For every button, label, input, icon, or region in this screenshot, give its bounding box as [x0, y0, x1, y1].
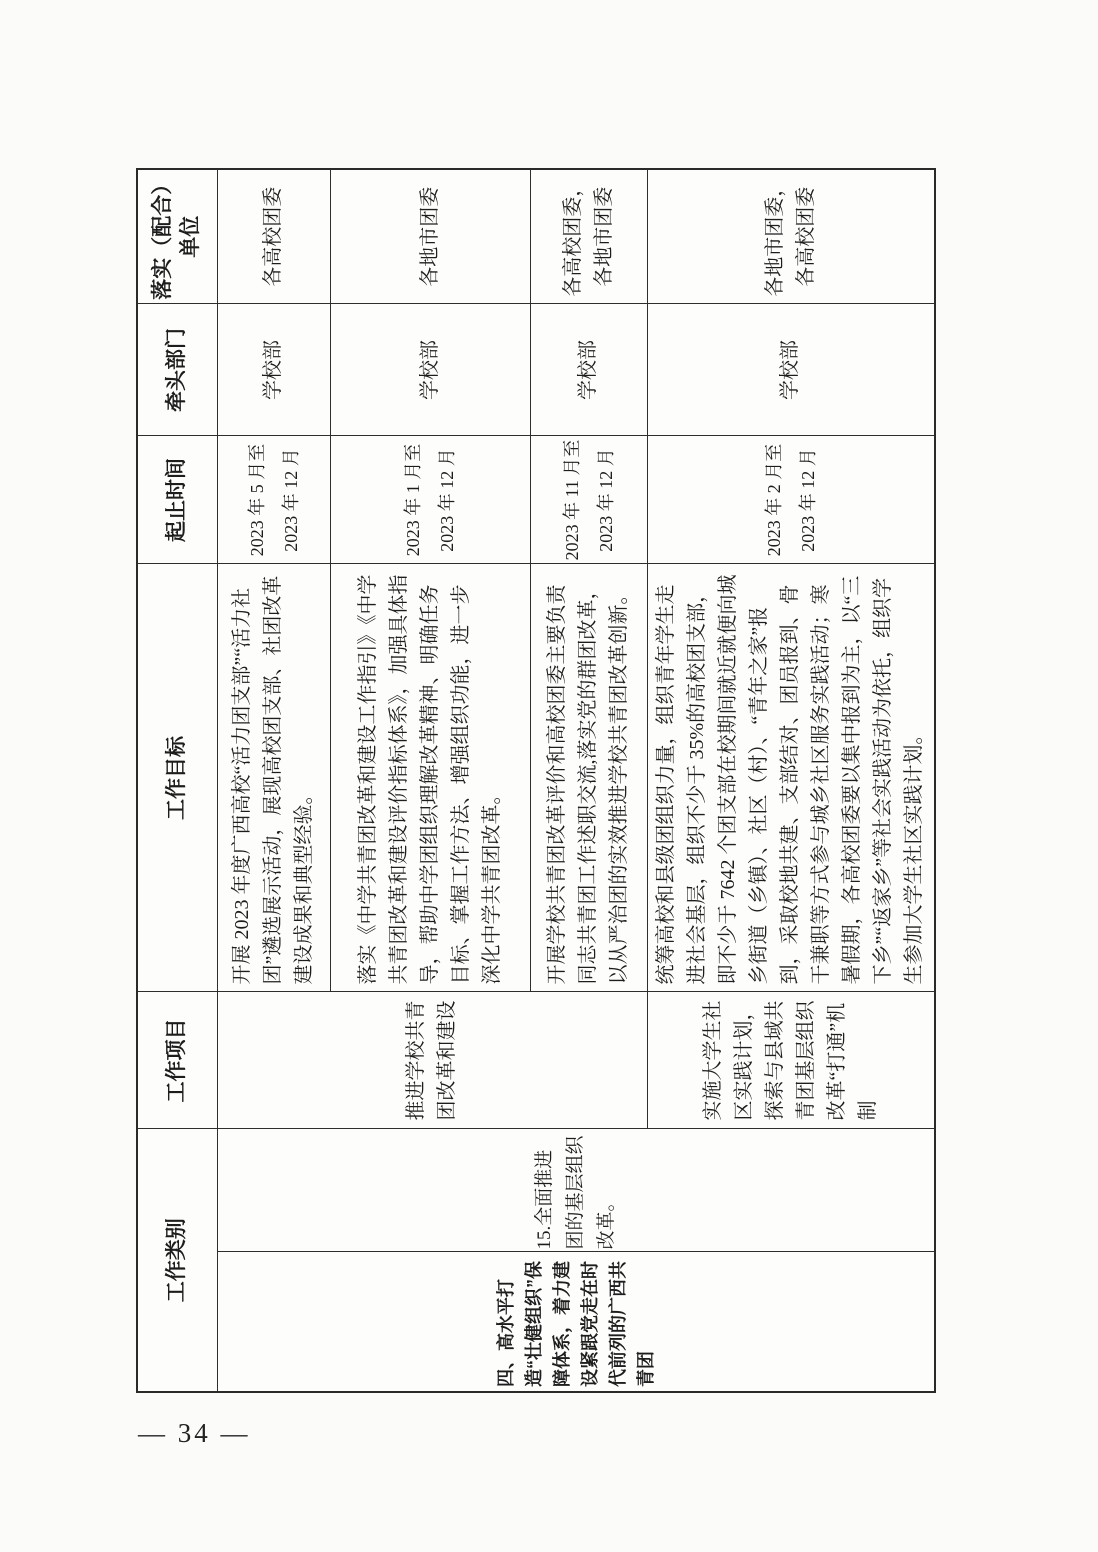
cell-row4-goal: 统筹高校和县级团组织力量，组织青年学生走进社会基层，组织不少于 35%的高校团支部，即不少于 7642 个团支部在校期间就近就便向城乡街道（乡镇）、社区（村）、“青年之家”报到，采取校地共建、支部结对、团员报到、骨干兼职等方式参与城乡社区服务实践活动；寒暑假期，各高校团委要以集中报到为主，以“三下乡”“返家乡”等社会实践活动为依托，组织学生参加大学生社区实践计划。	[647, 564, 935, 992]
header-work-project: 工作项目	[137, 992, 217, 1129]
cell-row4-project: 实施大学生社区实践计划，探索与县域共青团基层组织改革“打通”机制	[647, 992, 935, 1129]
cell-row3-goal: 开展学校共青团改革评价和高校团委主要负责同志共青团工作述职交流,落实党的群团改革，以从严治团的实效推进学校共青团改革创新。	[530, 564, 647, 992]
cell-section-category: 四、高水平打造“壮健组织”保障体系，着力建设紧跟党走在时代前列的广西共青团	[217, 1252, 935, 1392]
page-number: — 34 —	[138, 1418, 251, 1448]
header-work-goal: 工作目标	[137, 564, 217, 992]
header-time-range: 起止时间	[137, 436, 217, 564]
cell-row3-lead: 学校部	[530, 304, 647, 436]
work-plan-table	[136, 168, 936, 1393]
table-row	[217, 169, 330, 1392]
cell-row1-goal: 开展 2023 年度广西高校“活力团支部”“活力社团”遴选展示活动，展现高校团支部、社团改革建设成果和典型经验。	[217, 564, 330, 992]
cell-item-15: 15.全面推进团的基层组织改革。	[217, 1129, 935, 1252]
cell-row1-time: 2023 年 5 月至 2023 年 12 月	[217, 436, 330, 564]
header-lead-department: 牵头部门	[137, 304, 217, 436]
cell-row3-support: 各高校团委，各地市团委	[530, 169, 647, 304]
rotated-table-wrapper	[136, 170, 934, 1393]
header-work-category: 工作类别	[137, 1129, 217, 1392]
cell-row1-lead: 学校部	[217, 304, 330, 436]
cell-row4-lead: 学校部	[647, 304, 935, 436]
cell-row2-goal: 落实《中学共青团改革和建设工作指引》《中学共青团改革和建设评价指标体系》，加强具体指导，帮助中学团组织理解改革精神、明确任务目标、掌握工作方法、增强组织功能，进一步深化中学共青团改革。	[330, 564, 530, 992]
cell-row3-time: 2023 年 11 月至 2023 年 12 月	[530, 436, 647, 564]
header-row	[137, 169, 217, 1392]
cell-row2-support: 各地市团委	[330, 169, 530, 304]
cell-row1-support: 各高校团委	[217, 169, 330, 304]
header-support-unit: 落实（配合）单位	[137, 169, 217, 304]
cell-row4-time: 2023 年 2 月至 2023 年 12 月	[647, 436, 935, 564]
cell-row2-time: 2023 年 1 月至 2023 年 12 月	[330, 436, 530, 564]
cell-row4-support: 各地市团委，各高校团委	[647, 169, 935, 304]
cell-project-group: 推进学校共青团改革和建设	[217, 992, 647, 1129]
cell-row2-lead: 学校部	[330, 304, 530, 436]
